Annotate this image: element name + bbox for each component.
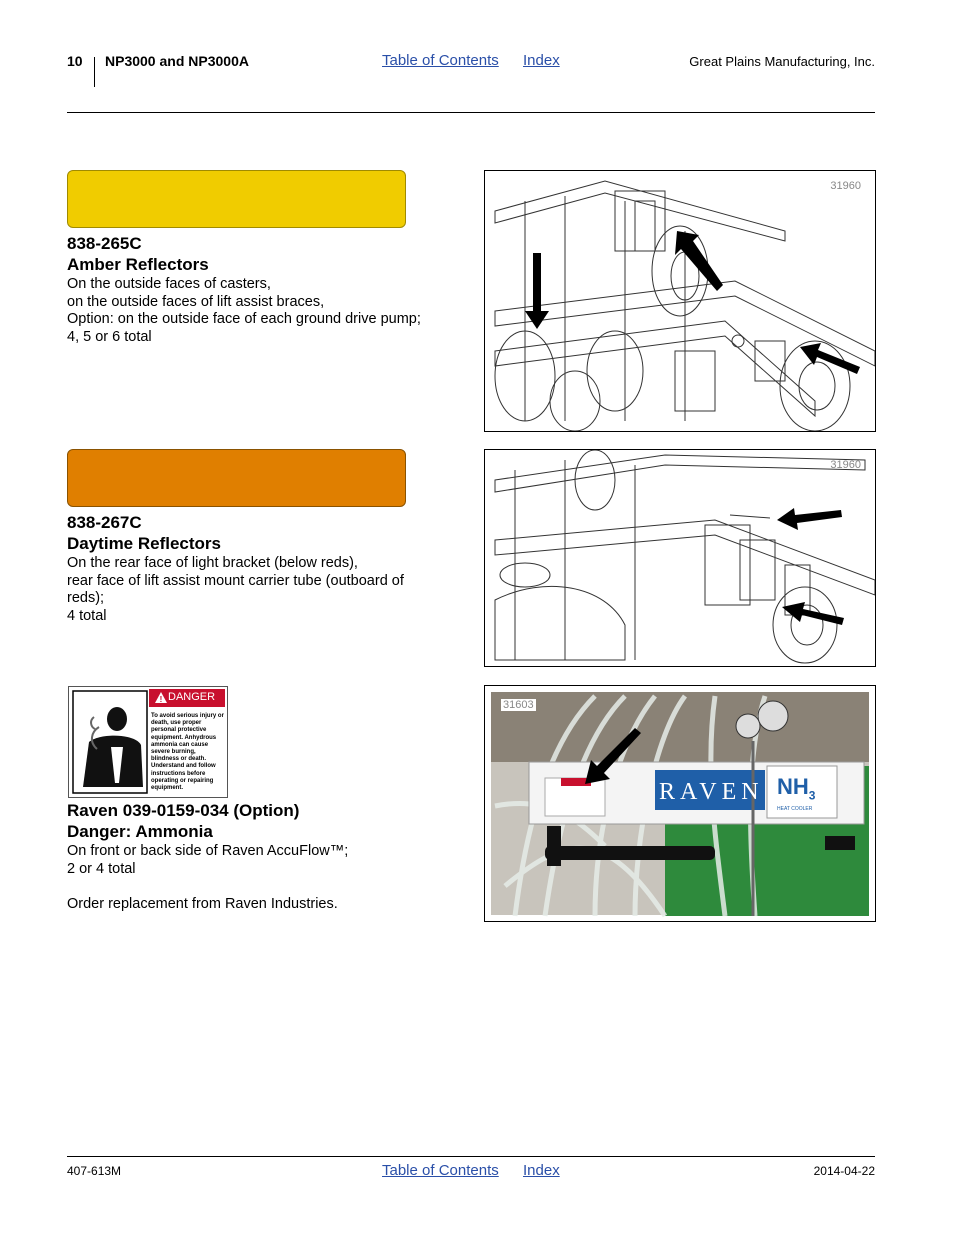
header-toc-link[interactable]: Table of Contents bbox=[382, 52, 499, 69]
section-1-description bbox=[67, 276, 457, 346]
page-number: 10 bbox=[67, 53, 83, 69]
document-title: NP3000 and NP3000A bbox=[105, 53, 249, 69]
section-3-heading bbox=[67, 800, 299, 842]
figure-number: 31960 bbox=[830, 459, 861, 471]
section-2-line: reds); bbox=[67, 590, 105, 606]
footer-rule bbox=[67, 1156, 875, 1157]
header-index-link[interactable]: Index bbox=[523, 52, 560, 69]
figure-31960-amber bbox=[484, 170, 876, 432]
danger-label-text: To avoid serious injury or death, use proper personal protective equipment. Anhydrous ammonia can cause severe burning, blindness or death. Understand and follow instructions before operating or repairing equipment. bbox=[151, 713, 224, 792]
danger-label-heading: DANGER bbox=[168, 691, 216, 703]
section-1-line: on the outside faces of lift assist braces, bbox=[67, 293, 325, 310]
footer-toc-link[interactable]: Table of Contents bbox=[382, 1162, 499, 1179]
section-2-part-number: 838-267C bbox=[67, 513, 142, 532]
nh3-text: $NH_3$ bbox=[777, 774, 816, 803]
section-3-description bbox=[67, 843, 457, 913]
section-3-part-number: Raven 039-0159-034 (Option) bbox=[67, 801, 300, 820]
header-divider bbox=[94, 57, 95, 87]
machine-line-drawing bbox=[485, 171, 875, 431]
section-3-line: Order replacement from Raven Industries. bbox=[67, 895, 338, 912]
section-2-heading bbox=[67, 512, 221, 554]
figure-number: 31960 bbox=[830, 180, 861, 192]
figure-31603-photo bbox=[484, 685, 876, 922]
heat-cooler-text: HEAT COOLER bbox=[777, 806, 813, 812]
company-name: Great Plains Manufacturing, Inc. bbox=[689, 54, 875, 69]
doc-number: 407-613M bbox=[67, 1164, 122, 1178]
svg-text:!: ! bbox=[159, 695, 163, 704]
section-2-line: rear face of lift assist mount carrier tube (outboard of bbox=[67, 572, 404, 589]
raven-logo-text: RAVEN bbox=[659, 779, 764, 805]
doc-date: 2014-04-22 bbox=[813, 1164, 875, 1178]
section-3-name: Danger: Ammonia bbox=[67, 822, 213, 841]
section-1-heading bbox=[67, 233, 209, 275]
section-2-line: On the rear face of light bracket (below reds), bbox=[67, 555, 358, 571]
figure-number: 31603 bbox=[503, 699, 534, 711]
section-2-description bbox=[67, 555, 457, 625]
section-3-line: 2 or 4 total bbox=[67, 860, 136, 877]
danger-label-image bbox=[68, 686, 228, 798]
figure-31960-daytime bbox=[484, 449, 876, 667]
section-2-line: 4 total bbox=[67, 607, 107, 624]
footer-index-link[interactable]: Index bbox=[523, 1162, 560, 1179]
daytime-reflector-swatch bbox=[67, 449, 406, 507]
section-2-name: Daytime Reflectors bbox=[67, 534, 222, 553]
section-1-name: Amber Reflectors bbox=[67, 255, 209, 274]
section-1-line: Option: on the outside face of each ground drive pump; bbox=[67, 311, 421, 327]
section-1-part-number: 838-265C bbox=[67, 234, 142, 253]
amber-reflector-swatch bbox=[67, 170, 406, 228]
machine-line-drawing bbox=[485, 450, 875, 666]
section-3-line bbox=[67, 878, 457, 896]
section-1-line: 4, 5 or 6 total bbox=[67, 328, 152, 345]
section-3-line: On front or back side of Raven AccuFlow™; bbox=[67, 843, 349, 859]
header-rule bbox=[67, 112, 875, 113]
section-1-line: On the outside faces of casters, bbox=[67, 276, 271, 292]
